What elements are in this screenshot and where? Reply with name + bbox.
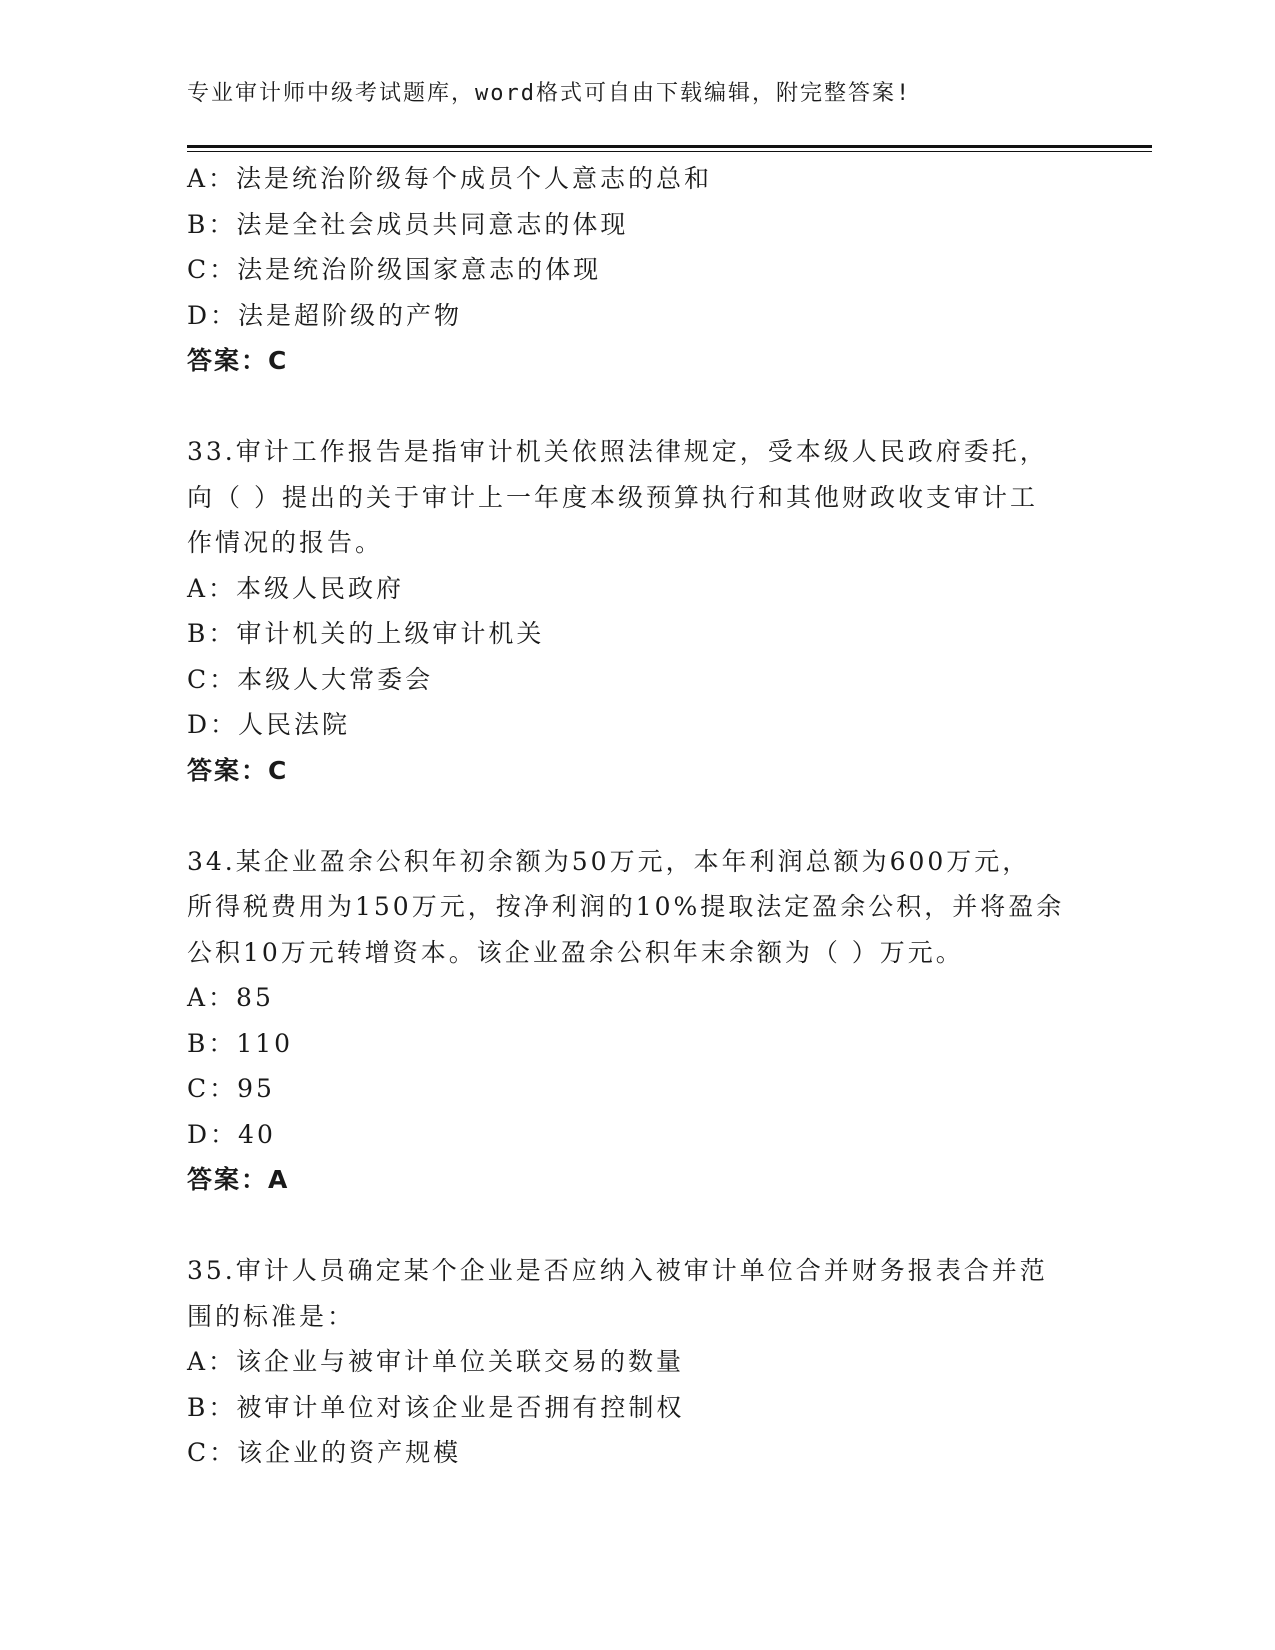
option-a: A：法是统治阶级每个成员个人意志的总和 [187, 164, 713, 193]
option-c: C：法是统治阶级国家意志的体现 [187, 255, 602, 284]
question-stem-line: 35.审计人员确定某个企业是否应纳入被审计单位合并财务报表合并范 [187, 1256, 1048, 1285]
question-32 [187, 156, 1087, 384]
option-a: A：该企业与被审计单位关联交易的数量 [187, 1347, 685, 1376]
answer-label: 答案：C [187, 755, 289, 785]
question-stem-line: 34.某企业盈余公积年初余额为50万元，本年利润总额为600万元， [187, 846, 1031, 876]
option-d: D：法是超阶级的产物 [187, 300, 463, 330]
question-stem-line: 作情况的报告。 [187, 528, 384, 557]
answer-label: 答案：C [187, 346, 289, 375]
question-content [187, 156, 1087, 1476]
question-stem-line: 向（ ）提出的关于审计上一年度本级预算执行和其他财政收支审计工 [187, 482, 1038, 512]
option-d: D：人民法院 [187, 710, 351, 739]
question-stem-line: 所得税费用为150万元，按净利润的10%提取法定盈余公积，并将盈余 [187, 892, 1065, 921]
option-a: A：本级人民政府 [187, 573, 405, 603]
question-stem-line: 公积10万元转增资本。该企业盈余公积年末余额为（ ）万元。 [187, 937, 964, 967]
option-d: D：40 [187, 1119, 276, 1149]
header-divider-thick [187, 145, 1152, 148]
option-c: C：本级人大常委会 [187, 664, 434, 694]
spacer [187, 1203, 1087, 1249]
option-b: B：被审计单位对该企业是否拥有控制权 [187, 1392, 685, 1422]
page-header: 专业审计师中级考试题库，word格式可自由下载编辑，附完整答案! [187, 81, 912, 106]
question-stem-line: 围的标准是： [187, 1301, 356, 1331]
spacer [187, 793, 1087, 839]
spacer [187, 384, 1087, 430]
header-divider-thin [187, 151, 1152, 152]
answer-label: 答案：A [187, 1165, 290, 1194]
question-stem-line: 33.审计工作报告是指审计机关依照法律规定，受本级人民政府委托， [187, 437, 1048, 466]
question-33 [187, 429, 1087, 793]
option-b: B：110 [187, 1028, 294, 1058]
option-a: A：85 [187, 983, 274, 1012]
option-b: B：审计机关的上级审计机关 [187, 619, 545, 648]
question-34 [187, 839, 1087, 1203]
question-35 [187, 1248, 1087, 1476]
option-c: C：95 [187, 1074, 275, 1103]
option-b: B：法是全社会成员共同意志的体现 [187, 209, 629, 239]
option-c: C：该企业的资产规模 [187, 1438, 462, 1467]
